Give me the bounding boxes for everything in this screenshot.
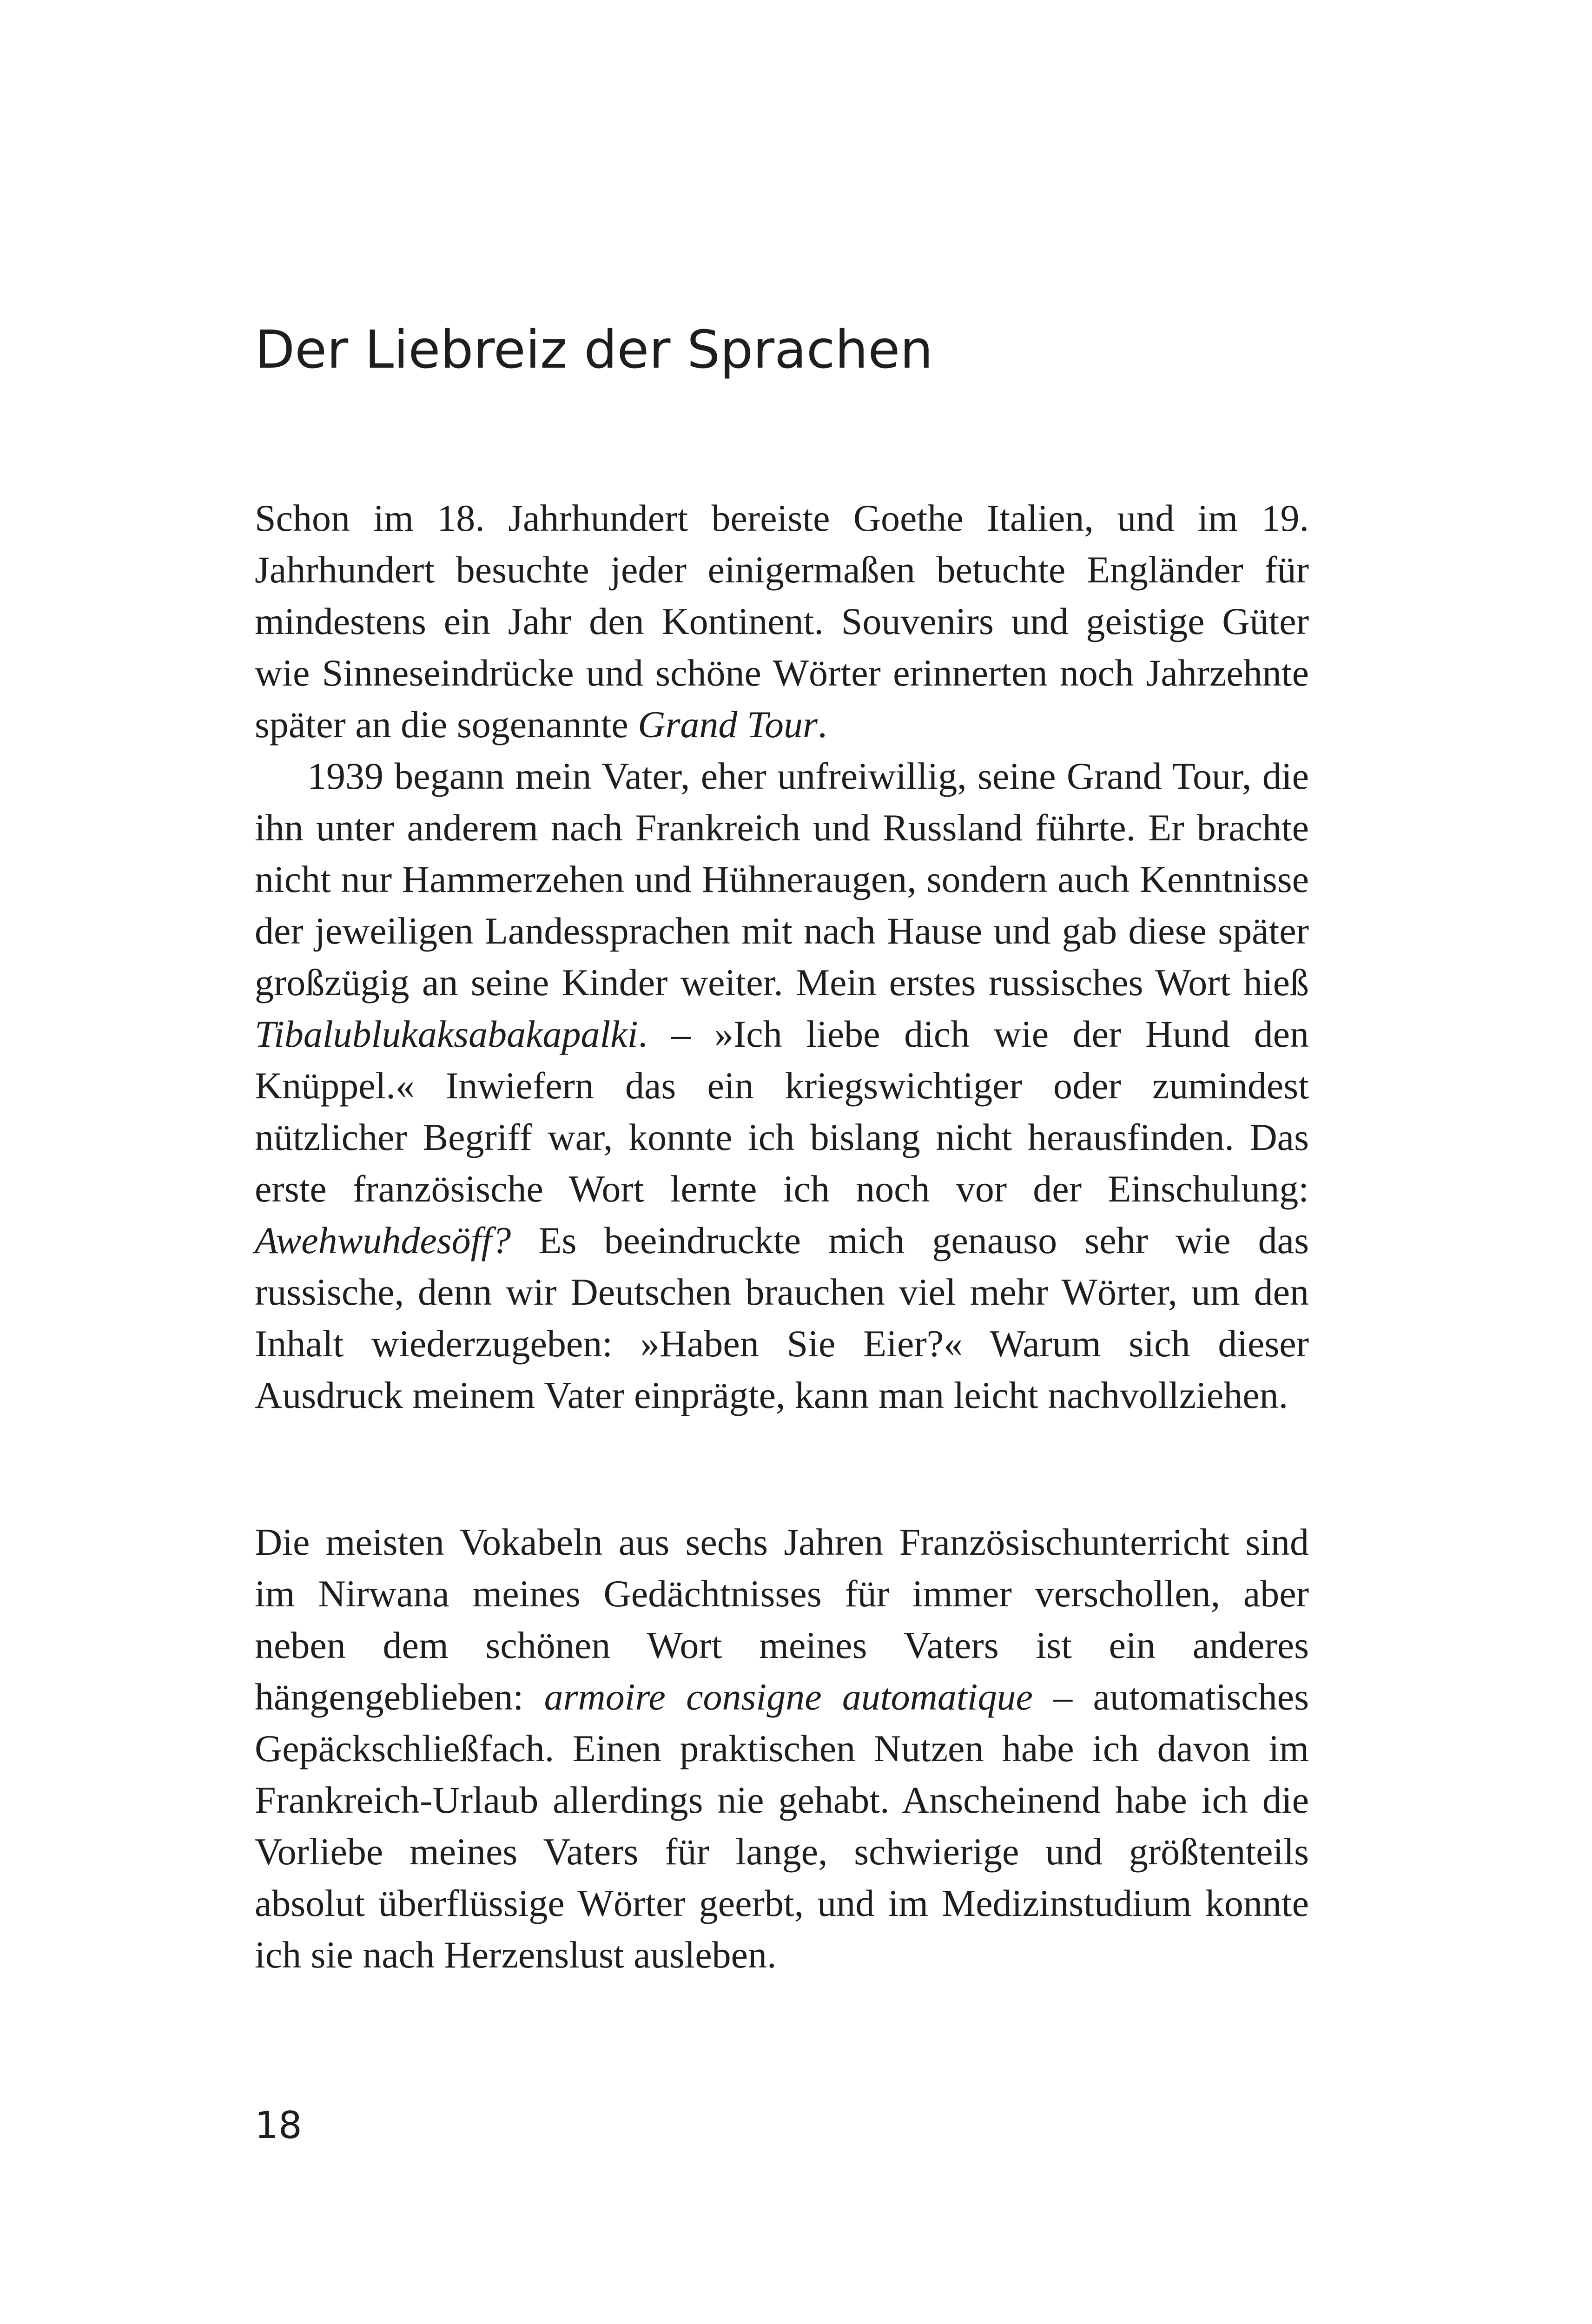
page-number: 18 <box>255 2104 302 2147</box>
section-2 <box>255 1516 1309 1981</box>
section-1 <box>255 492 1309 1421</box>
paragraph-3 <box>255 1516 1309 1981</box>
paragraph-2-italic-2: Awehwuhdesöff? <box>255 1219 511 1261</box>
paragraph-2-text-1: 1939 begann mein Vater, eher unfreiwillig, seine Grand Tour, die ihn unter anderem nach Frankreich und Russland führte. Er brachte nicht nur Hammerzehen und Hühneraugen, sondern auch Kenntnisse der jeweiligen Landessprachen mit nach Hause und gab diese später großzügig an seine Kinder weiter. Mein erstes russisches Wort hieß <box>255 755 1309 1004</box>
paragraph-1-italic-1: Grand Tour <box>638 703 818 746</box>
paragraph-3-italic-1: armoire consigne automatique <box>544 1676 1033 1718</box>
paragraph-2-text-2: . – »Ich liebe dich wie der Hund den Knüppel.« Inwiefern das ein kriegswichtiger oder zumindest nützlicher Begriff war, konnte ich bislang nicht herausfinden. Das erste französische Wort lernte ich noch vor der Einschulung: <box>255 1013 1309 1210</box>
paragraph-1-text-1: Schon im 18. Jahrhundert bereiste Goethe Italien, und im 19. Jahrhundert besuchte jeder einigermaßen betuchte Engländer für mindestens ein Jahr den Kontinent. Souvenirs und geistige Güter wie Sinneseindrücke und schöne Wörter erinnerten noch Jahrzehnte später an die sogenannte <box>255 497 1309 746</box>
page-title: Der Liebreiz der Sprachen <box>255 320 933 380</box>
paragraph-1-text-2: . <box>817 703 827 746</box>
paragraph-2-text-3: Es beeindruckte mich genauso sehr wie das russische, denn wir Deutschen brauchen viel mehr Wörter, um den Inhalt wiederzugeben: »Haben Sie Eier?« Warum sich dieser Ausdruck meinem Vater einprägte, kann man leicht nachvollziehen. <box>255 1219 1309 1416</box>
paragraph-2-italic-1: Tibalublukaksabakapalki <box>255 1013 638 1055</box>
paragraph-3-text-1: Die meisten Vokabeln aus sechs Jahren Französischunterricht sind im Nirwana meines Gedächtnisses für immer verschollen, aber neben dem schönen Wort meines Vaters ist ein anderes hängengeblieben: <box>255 1521 1309 1718</box>
paragraph-1 <box>255 492 1309 750</box>
paragraph-2 <box>255 750 1309 1421</box>
paragraph-3-text-2: – automatisches Gepäckschließfach. Einen praktischen Nutzen habe ich davon im Frankreich-Urlaub allerdings nie gehabt. Anscheinend habe ich die Vorliebe meines Vaters für lange, schwierige und größtenteils absolut überflüssige Wörter geerbt, und im Medizinstudium konnte ich sie nach Herzenslust ausleben. <box>255 1676 1309 1976</box>
